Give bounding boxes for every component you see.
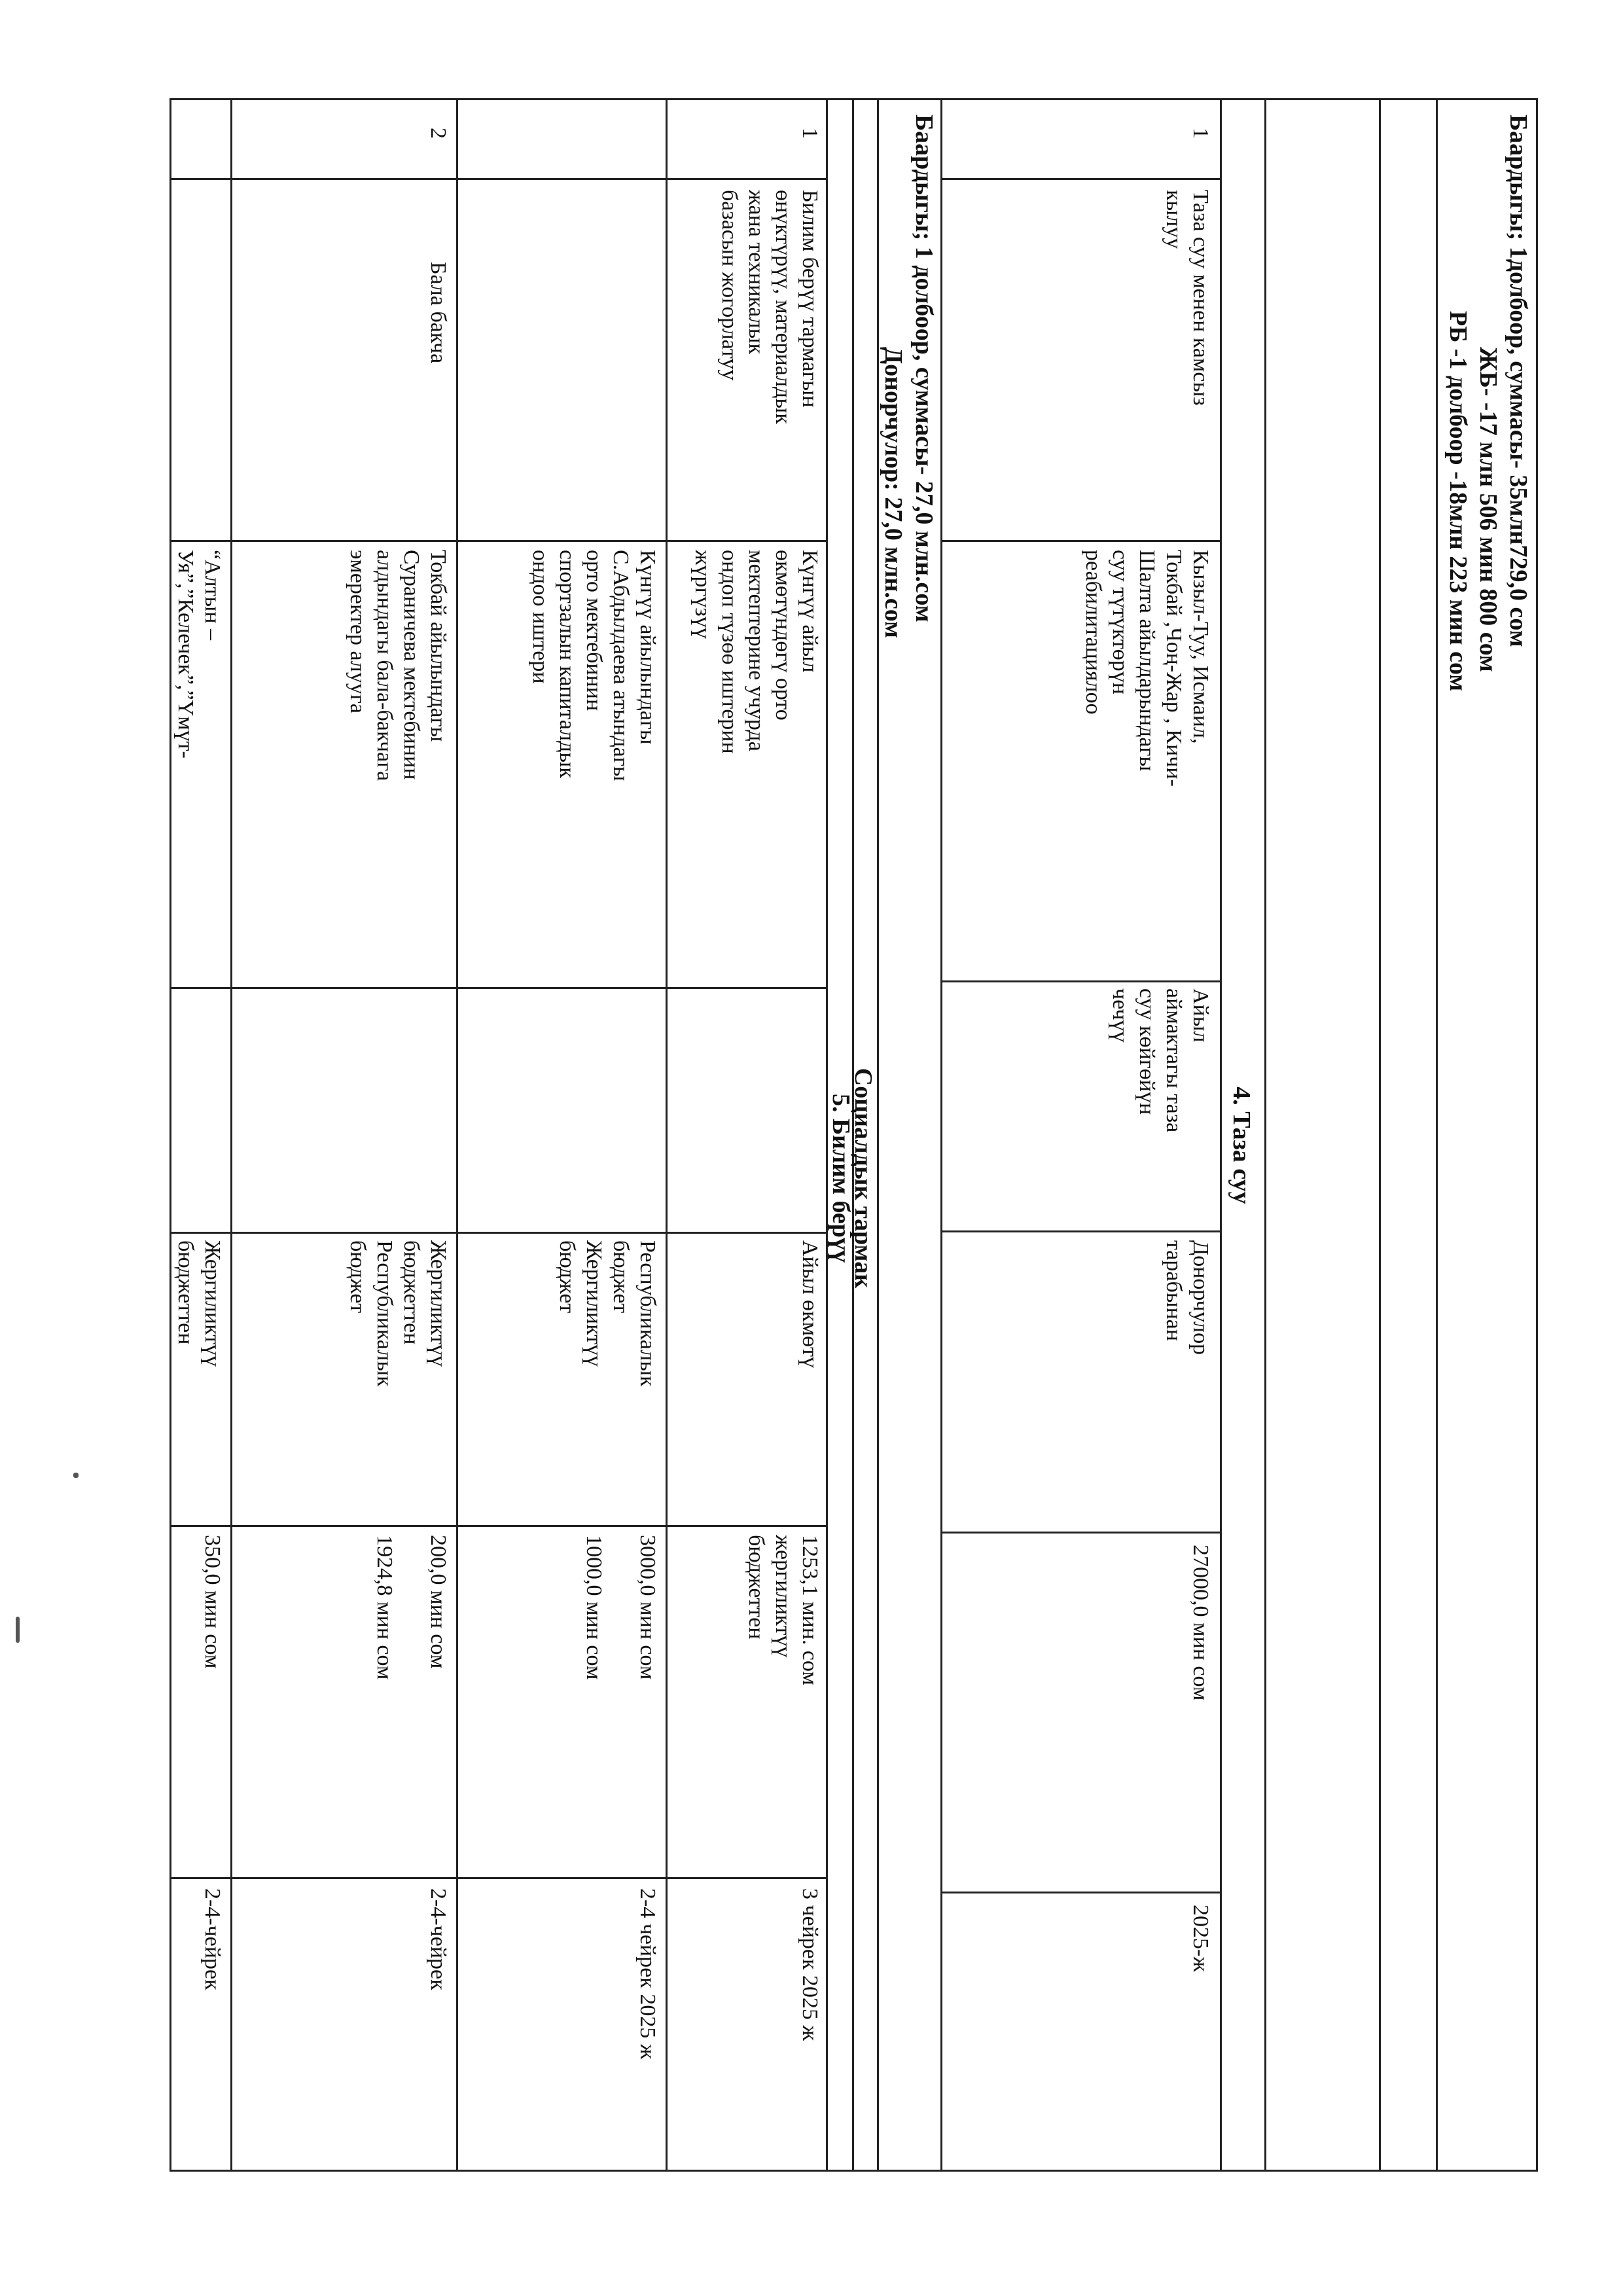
table-line <box>1436 98 1438 2172</box>
row-number: 2 <box>426 128 450 139</box>
table-line <box>170 178 828 180</box>
amount-cell: 27000,0 мин сом <box>1188 1545 1213 1701</box>
period-cell: 2-4-чейрек <box>200 1888 224 1990</box>
table-line <box>170 1877 828 1879</box>
table-line <box>1264 98 1266 2172</box>
table-line <box>170 1525 828 1527</box>
table-line <box>940 98 942 2172</box>
table-line <box>170 540 828 542</box>
row-number: 1 <box>798 128 822 139</box>
social-title: Социалдык тармак <box>849 1067 877 1289</box>
scan-mark <box>16 1617 20 1643</box>
period-cell: 2025-ж <box>1188 1905 1213 1972</box>
goal-cell: Таза суу менен камсыз кылуу <box>1162 190 1213 406</box>
table-line <box>940 1892 1222 1893</box>
table-line <box>170 2170 1538 2172</box>
water-summary-line: Баардыгы; 1долбоор, суммасы- 35млн729,0 сом <box>1505 115 1532 647</box>
goal-cell: Бала бакча <box>426 262 450 364</box>
amount-cell: 350,0 мин сом <box>200 1535 224 1669</box>
table-line <box>1220 98 1222 2172</box>
period-cell: 2-4 чейрек 2025 ж <box>635 1888 660 2060</box>
water-summary-line: ЖБ- -17 млн 506 мин 800 сом <box>1474 347 1502 672</box>
table-line <box>940 540 1222 542</box>
amount-cell: 200,0 мин сом 1924,8 мин сом <box>372 1535 450 1680</box>
amount-cell: 1253,1 мин. сом жергиликтүү бюджеттен <box>744 1535 822 1685</box>
period-cell: 3 чейрек 2025 ж <box>798 1888 822 2041</box>
activity-cell: Токбай айылындагы Сураничева мектебинин алдындагы бала-бакчага эмеректер алууга <box>346 550 450 781</box>
table-line <box>170 1232 828 1234</box>
period-cell: 2-4-чейрек <box>426 1888 450 1990</box>
water-summary-line: РБ -1 долбоор -18млн 223 мин сом <box>1444 311 1472 692</box>
activity-cell: Күнгүү айылындагы С.Абдылдаева атындагы орто мектебинин спортзалын капиталдык ондоо иштери <box>528 550 660 781</box>
donors-summary-line: Баардыгы; 1 долбоор, суммасы- 27,0 млн.сом <box>910 115 938 622</box>
source-cell: Жергиликтүү бюджеттен <box>173 1240 224 1367</box>
source-cell: Республикалык бюджет Жергиликтүү бюджет <box>555 1240 660 1387</box>
table-line <box>170 98 1538 100</box>
table-line <box>169 98 171 2172</box>
table-line <box>940 980 1222 982</box>
table-line <box>1536 98 1538 2172</box>
table-line <box>1379 98 1381 2172</box>
scan-mark <box>73 1473 79 1478</box>
education-title: 5. Билим берүү <box>827 1093 855 1263</box>
table-line <box>170 987 828 989</box>
table-line <box>940 1230 1222 1232</box>
table-line <box>666 98 668 2172</box>
source-cell: Донорчулор тарабынан <box>1162 1240 1213 1355</box>
row-number: 1 <box>1188 128 1213 139</box>
table-line <box>940 1532 1222 1534</box>
result-cell: Айыл аймактагы таза суу көйгөйүн чечүү <box>1108 988 1213 1133</box>
section-title: 4. Таза суу <box>1228 1086 1255 1204</box>
source-cell: Айыл өкмөтү <box>798 1240 822 1368</box>
table-line <box>940 178 1222 180</box>
amount-cell: 3000,0 мин сом 1000,0 мин сом <box>582 1535 660 1680</box>
activity-cell: Күнгүү айыл өкмөтүндөгү орто мектептерине учурда ондоп түзөө иштерин жүргүзүү <box>690 550 822 754</box>
activity-cell: “Алтын – Уя”,”Келечек”,”Үмүт- <box>173 550 224 759</box>
source-cell: Жергиликтүү бюджеттен Республикалык бюджет <box>346 1240 450 1387</box>
goal-cell: Билим берүү тармагын өнүктүрүү, материалдык жана техникалык базасын жогорлатуу <box>717 190 822 424</box>
table-line <box>230 98 232 2172</box>
table-line <box>456 98 458 2172</box>
donors-summary-line: Донорчулор: 27,0 млн.сом <box>880 347 907 638</box>
activity-cell: Кызыл-Туу, Исмаил, Токбай ,Чоң-Жар , Кичи- Шалта айылдарындагы суу түтүктөрүн реабилитациялоо <box>1081 550 1213 787</box>
